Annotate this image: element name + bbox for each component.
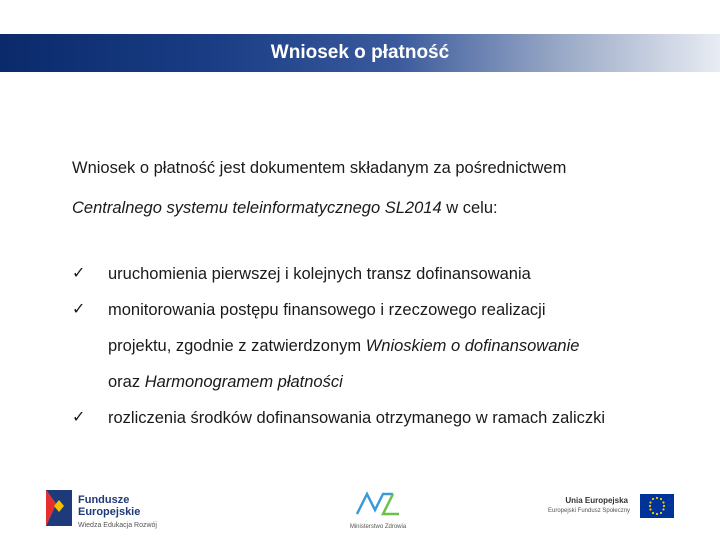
mz-logo-icon (353, 488, 403, 518)
ue-subtitle: Europejski Fundusz Społeczny (548, 508, 631, 514)
fe-subtitle: Wiedza Edukacja Rozwój (78, 522, 157, 529)
bullet-text: monitorowania postępu finansowego i rzeczowego realizacji (108, 301, 546, 319)
bullet-text-cont (108, 364, 702, 400)
unia-europejska-logo (548, 494, 678, 524)
bullet-list (72, 256, 702, 436)
bullet-text: uruchomienia pierwszej i kolejnych transz dofinansowania (108, 265, 531, 283)
bullet-text: rozliczenia środków dofinansowania otrzymanego w ramach zaliczki (108, 409, 606, 427)
eu-flag-icon (640, 494, 674, 518)
fe-flag-icon (46, 490, 72, 526)
fe-line-1: Fundusze (78, 494, 130, 506)
harmonogram-ref: Harmonogramem płatności (144, 373, 343, 391)
mz-subtitle: Ministerstwo Zdrowia (349, 524, 407, 530)
fe-line-2: Europejskie (78, 506, 141, 518)
ue-title: Unia Europejska (565, 496, 628, 505)
intro-paragraph (72, 148, 692, 228)
bullet-text-cont (108, 328, 702, 364)
slide-title: Wniosek o płatność (270, 42, 450, 63)
check-icon: ✓ (72, 409, 86, 426)
intro-line-2 (72, 188, 692, 228)
bullet-item (72, 292, 702, 400)
ministerstwo-zdrowia-logo (348, 488, 408, 534)
fe-text (78, 494, 140, 518)
title-bar (0, 34, 720, 72)
intro-line-1: Wniosek o płatność jest dokumentem składanym za pośrednictwem (72, 159, 567, 177)
intro-line-2-rest: w celu: (441, 199, 498, 217)
check-icon: ✓ (72, 265, 86, 282)
fundusze-europejskie-logo (46, 488, 176, 534)
bullet-text-part: oraz (108, 373, 145, 391)
footer-logos (0, 480, 720, 540)
bullet-item (72, 256, 702, 292)
check-icon: ✓ (72, 301, 86, 318)
bullet-text-part: projektu, zgodnie z zatwierdzonym (108, 337, 366, 355)
bullet-item (72, 400, 702, 436)
system-name: Centralnego systemu teleinformatycznego SL2014 (72, 199, 442, 217)
wniosek-ref: Wnioskiem o dofinansowanie (365, 337, 580, 355)
